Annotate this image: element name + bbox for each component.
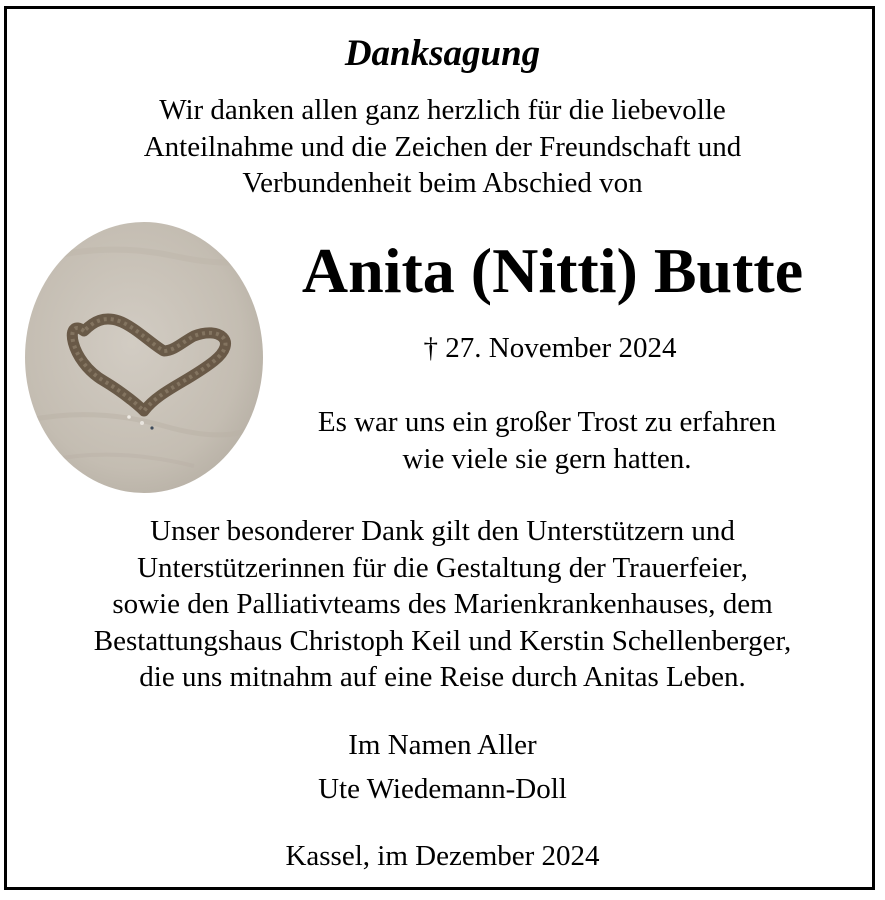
memorial-photo [24, 221, 264, 494]
comfort-line: wie viele sie gern hatten. [402, 443, 692, 475]
comfort-text [247, 404, 847, 478]
thanks-line: Unterstützerinnen für die Gestaltung der Trauerfeier, [137, 551, 748, 584]
deceased-name: Anita (Nitti) Butte [301, 235, 804, 306]
signature-intro: Im Namen Aller [348, 729, 537, 761]
thanks-line: sowie den Palliativteams des Marienkrankenhauses, dem [112, 588, 773, 620]
death-date: † 27. November 2024 [423, 332, 677, 364]
thanks-line: Unser besonderer Dank gilt den Unterstützern und [150, 515, 735, 547]
thanks-text [0, 513, 885, 696]
heart-on-sand-image [24, 221, 264, 494]
comfort-line: Es war uns ein großer Trost zu erfahren [317, 406, 777, 438]
signature-name: Ute Wiedemann-Doll [318, 773, 567, 805]
intro-line: Verbundenheit beim Abschied von [242, 167, 643, 199]
notice-heading: Danksagung [344, 33, 541, 74]
place-date: Kassel, im Dezember 2024 [285, 840, 600, 872]
intro-line: Wir danken allen ganz herzlich für die liebevolle [159, 94, 726, 126]
intro-text [0, 92, 885, 202]
intro-line: Anteilnahme und die Zeichen der Freundschaft und [143, 130, 742, 163]
thanks-line: Bestattungshaus Christoph Keil und Kerstin Schellenberger, [93, 624, 792, 657]
thanks-line: die uns mitnahm auf eine Reise durch Anitas Leben. [139, 661, 746, 693]
